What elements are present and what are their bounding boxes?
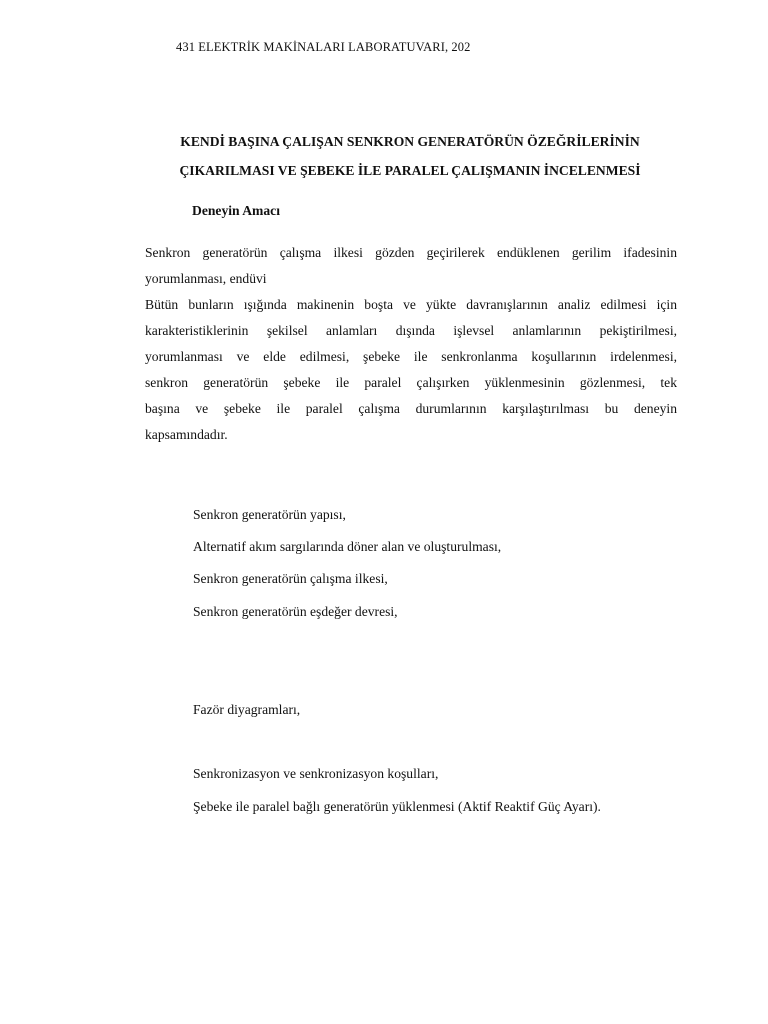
intro-line: Bütün bunların ışığında makinenin boşta ve yükte davranışlarının analiz edilmesi için	[145, 297, 677, 312]
topic-item: Senkronizasyon ve senkronizasyon koşulları,	[193, 766, 439, 781]
topic-item: Şebeke ile paralel bağlı generatörün yüklenmesi (Aktif Reaktif Güç Ayarı).	[193, 799, 601, 814]
intro-line: Senkron generatörün çalışma ilkesi gözden geçirilerek endüklenen gerilim ifadesinin	[145, 245, 677, 260]
topic-item: Senkron generatörün çalışma ilkesi,	[193, 571, 388, 586]
topic-item: Alternatif akım sargılarında döner alan ve oluşturulması,	[193, 539, 502, 554]
intro-line: yorumlanması ve elde edilmesi, şebeke ile senkronlanma koşullarının irdelenmesi,	[145, 349, 677, 364]
intro-line: yorumlanması, endüvi	[145, 271, 267, 286]
page-header: 431 ELEKTRİK MAKİNALARI LABORATUVARI, 202	[176, 40, 471, 54]
intro-line: senkron generatörün şebeke ile paralel çalışırken yüklenmesinin gözlenmesi, tek	[145, 375, 677, 390]
intro-line: karakteristiklerinin şekilsel anlamları dışında işlevsel anlamlarının pekiştirilmesi,	[145, 323, 677, 338]
title-line: ÇIKARILMASI VE ŞEBEKE İLE PARALEL ÇALIŞMANIN İNCELENMESİ	[179, 163, 641, 178]
section-heading: Deneyin Amacı	[192, 203, 280, 218]
intro-line: kapsamındadır.	[145, 427, 228, 442]
topic-item: Fazör diyagramları,	[193, 702, 301, 717]
document-title	[140, 127, 680, 185]
intro-line: başına ve şebeke ile paralel çalışma durumlarının karşılaştırılması bu deneyin	[145, 401, 677, 416]
topic-item: Senkron generatörün yapısı,	[193, 507, 346, 522]
topic-item: Senkron generatörün eşdeğer devresi,	[193, 604, 398, 619]
title-line: KENDİ BAŞINA ÇALIŞAN SENKRON GENERATÖRÜN ÖZEĞRİLERİNİN	[180, 134, 640, 149]
intro-paragraph	[145, 240, 677, 448]
